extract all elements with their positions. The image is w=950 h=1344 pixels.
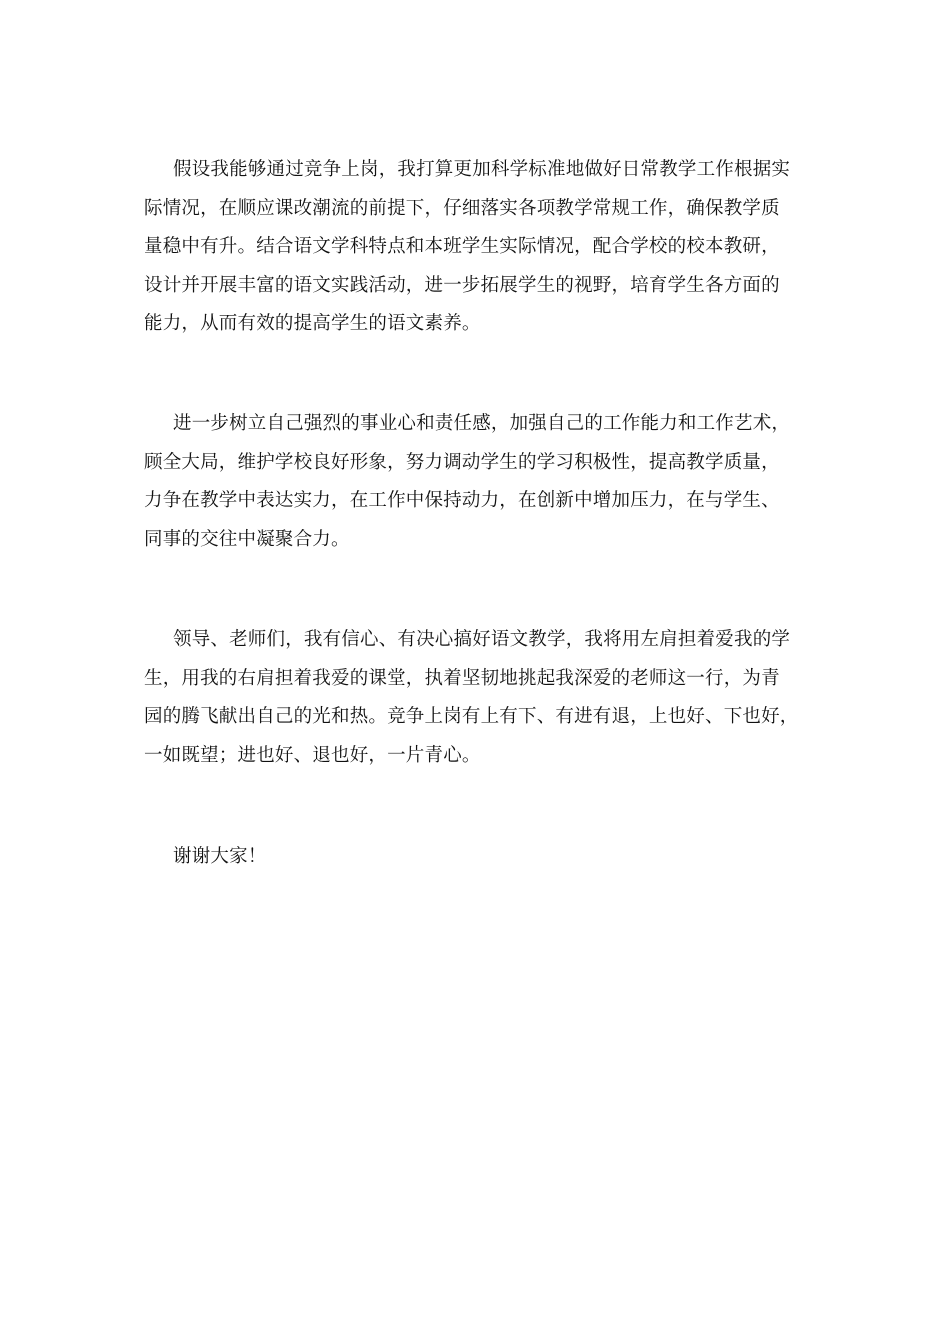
paragraph-2 xyxy=(144,405,814,559)
paragraph-line: 量稳中有升。结合语文学科特点和本班学生实际情况，配合学校的校本教研， xyxy=(144,236,780,257)
closing-line xyxy=(144,838,814,877)
paragraph-line: 园的腾飞献出自己的光和热。竞争上岗有上有下、有进有退，上也好、下也好， xyxy=(144,706,799,727)
paragraph-line: 一如既望；进也好、退也好，一片青心。 xyxy=(144,744,481,766)
paragraph-line: 力争在教学中表达实力，在工作中保持动力，在创新中增加压力，在与学生、 xyxy=(144,490,780,511)
paragraph-line: 领导、老师们，我有信心、有决心搞好语文教学，我将用左肩担着爱我的学 xyxy=(173,629,791,650)
paragraph-line: 设计并开展丰富的语文实践活动，进一步拓展学生的视野，培育学生各方面的 xyxy=(144,274,780,296)
paragraph-line: 生，用我的右肩担着我爱的课堂，执着坚韧地挑起我深爱的老师这一行，为青 xyxy=(144,667,780,689)
paragraph-line: 进一步树立自己强烈的事业心和责任感，加强自己的工作能力和工作艺术， xyxy=(173,413,791,434)
paragraph-line: 际情况，在顺应课改潮流的前提下，仔细落实各项教学常规工作，确保教学质 xyxy=(144,197,780,219)
paragraph-1 xyxy=(144,151,814,344)
paragraph-line: 同事的交往中凝聚合力。 xyxy=(144,528,350,550)
paragraph-line: 假设我能够通过竞争上岗，我打算更加科学标准地做好日常教学工作根据实 xyxy=(173,159,791,180)
paragraph-line: 顾全大局，维护学校良好形象，努力调动学生的学习积极性，提高教学质量， xyxy=(144,451,780,473)
paragraph-line: 能力，从而有效的提高学生的语文素养。 xyxy=(144,313,481,334)
paragraph-3 xyxy=(144,621,814,775)
paragraph-line: 谢谢大家！ xyxy=(173,846,267,867)
